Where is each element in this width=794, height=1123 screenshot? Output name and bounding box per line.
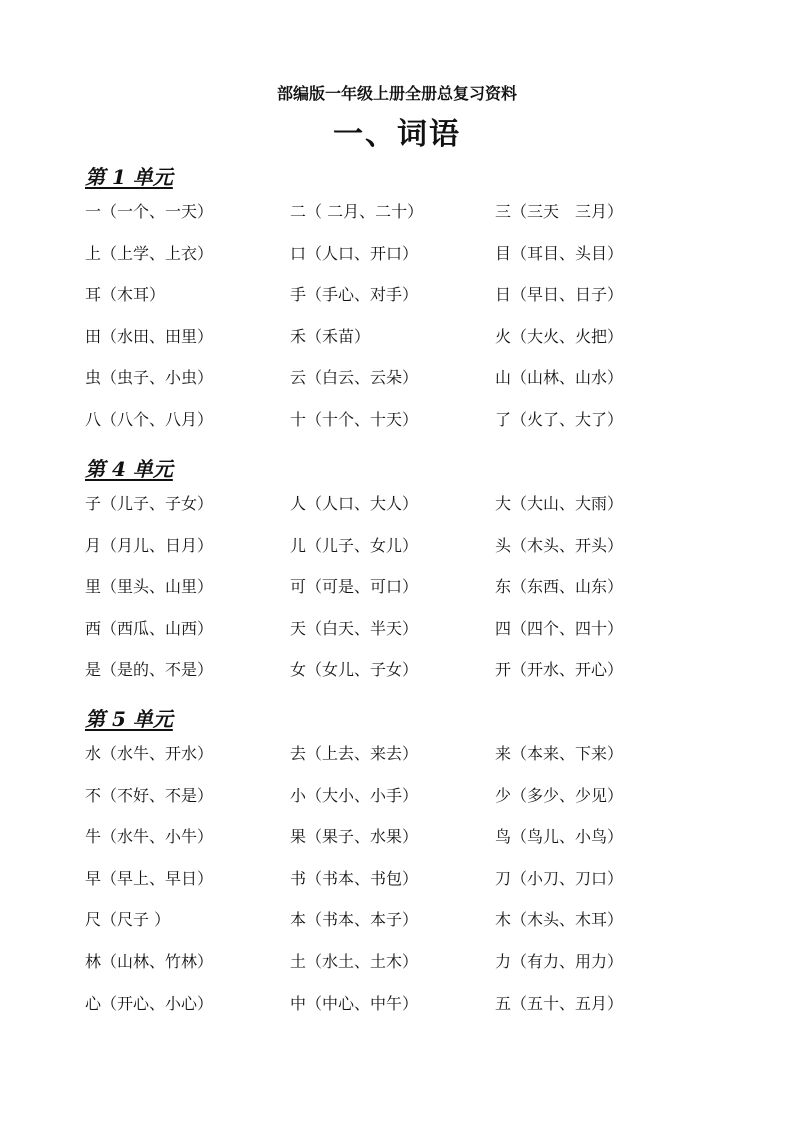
vocab-row	[85, 575, 725, 617]
vocab-entry: 上（上学、上衣）	[85, 243, 214, 263]
vocab-entry: 八（八个、八月）	[85, 409, 214, 429]
vocab-entry: 口（人口、开口）	[290, 243, 419, 263]
vocab-entry: 是（是的、不是）	[85, 660, 214, 680]
vocab-row	[85, 950, 725, 992]
vocab-entry: 不（不好、不是）	[85, 785, 214, 805]
vocab-entry: 手（手心、对手）	[290, 285, 419, 305]
vocab-row	[85, 283, 725, 325]
vocab-row	[85, 617, 725, 659]
vocab-entry: 里（里头、山里）	[85, 577, 214, 597]
vocab-entry: 刀（小刀、刀口）	[495, 868, 624, 888]
section-heading: 一、词语	[333, 117, 461, 152]
vocab-entry: 来（本来、下来）	[495, 744, 624, 763]
vocab-entry: 五（五十、五月）	[495, 993, 624, 1013]
vocab-row	[85, 908, 725, 950]
vocab-row	[85, 492, 725, 534]
vocab-entry: 小（大小、小手）	[290, 785, 419, 805]
vocab-entry: 目（耳目、头目）	[495, 243, 624, 263]
vocab-entry: 开（开水、开心）	[495, 660, 624, 680]
vocab-entry: 十（十个、十天）	[290, 409, 419, 429]
vocab-entry: 大（大山、大雨）	[495, 494, 624, 513]
vocab-entry: 人（人口、大人）	[290, 494, 419, 513]
vocab-entry: 鸟（鸟儿、小鸟）	[495, 827, 624, 847]
vocab-row	[85, 867, 725, 909]
vocab-entry: 力（有力、用力）	[495, 951, 624, 971]
vocab-entry: 林（山林、竹林）	[85, 951, 214, 971]
vocab-entry: 天（白天、半天）	[290, 618, 419, 638]
vocab-entry: 东（东西、山东）	[495, 577, 624, 597]
vocab-row	[85, 742, 725, 784]
vocab-entry: 月（月儿、日月）	[85, 535, 214, 555]
unit-title: 第 4 单元	[85, 457, 173, 481]
vocab-entry: 云（白云、云朵）	[290, 368, 419, 388]
unit-title: 第 1 单元	[85, 165, 173, 189]
vocab-entry: 火（大火、火把）	[495, 326, 624, 346]
vocab-row	[85, 992, 725, 1034]
vocab-entry: 尺（尺子 ）	[85, 910, 171, 930]
document-title: 部编版一年级上册全册总复习资料	[276, 84, 517, 103]
vocab-entry: 山（山林、山水）	[495, 368, 624, 388]
vocab-entry: 禾（禾苗）	[290, 326, 371, 346]
vocab-entry: 牛（水牛、小牛）	[85, 827, 214, 847]
vocab-entry: 耳（木耳）	[85, 285, 166, 305]
vocab-entry: 果（果子、水果）	[290, 827, 419, 847]
unit-title: 第 5 单元	[85, 707, 173, 731]
vocab-entry: 头（木头、开头）	[495, 535, 624, 555]
unit-section	[85, 454, 725, 700]
vocab-entry: 儿（儿子、女儿）	[290, 535, 419, 555]
unit-section	[85, 704, 725, 1033]
vocab-row	[85, 534, 725, 576]
vocab-entry: 女（女儿、子女）	[290, 660, 419, 680]
vocab-row	[85, 366, 725, 408]
vocab-entry: 子（儿子、子女）	[85, 494, 214, 513]
vocab-entry: 虫（虫子、小虫）	[85, 368, 214, 388]
vocab-entry: 土（水土、土木）	[290, 951, 419, 971]
vocab-entry: 书（书本、书包）	[290, 868, 419, 888]
vocab-entry: 可（可是、可口）	[290, 577, 419, 597]
vocab-entry: 西（西瓜、山西）	[85, 618, 214, 638]
vocab-entry: 心（开心、小心）	[85, 993, 214, 1013]
vocab-entry: 日（早日、日子）	[495, 285, 624, 305]
vocab-row	[85, 200, 725, 242]
vocab-entry: 本（书本、本子）	[290, 910, 419, 930]
vocab-entry: 田（水田、田里）	[85, 326, 214, 346]
vocab-entry: 一（一个、一天）	[85, 202, 214, 221]
vocab-entry: 木（木头、木耳）	[495, 910, 624, 930]
vocab-entry: 水（水牛、开水）	[85, 744, 214, 763]
vocab-row	[85, 325, 725, 367]
vocab-row	[85, 784, 725, 826]
vocab-entry: 三（三天 三月）	[495, 202, 624, 221]
vocab-entry: 二（ 二月、二十）	[290, 202, 424, 221]
unit-section	[85, 162, 725, 450]
vocab-entry: 了（火了、大了）	[495, 409, 624, 429]
vocab-row	[85, 242, 725, 284]
vocab-entry: 四（四个、四十）	[495, 618, 624, 638]
vocab-entry: 去（上去、来去）	[290, 744, 419, 763]
vocab-entry: 少（多少、少见）	[495, 785, 624, 805]
vocab-row	[85, 408, 725, 450]
vocab-entry: 早（早上、早日）	[85, 868, 214, 888]
vocab-row	[85, 825, 725, 867]
vocab-entry: 中（中心、中午）	[290, 993, 419, 1013]
vocab-row	[85, 658, 725, 700]
